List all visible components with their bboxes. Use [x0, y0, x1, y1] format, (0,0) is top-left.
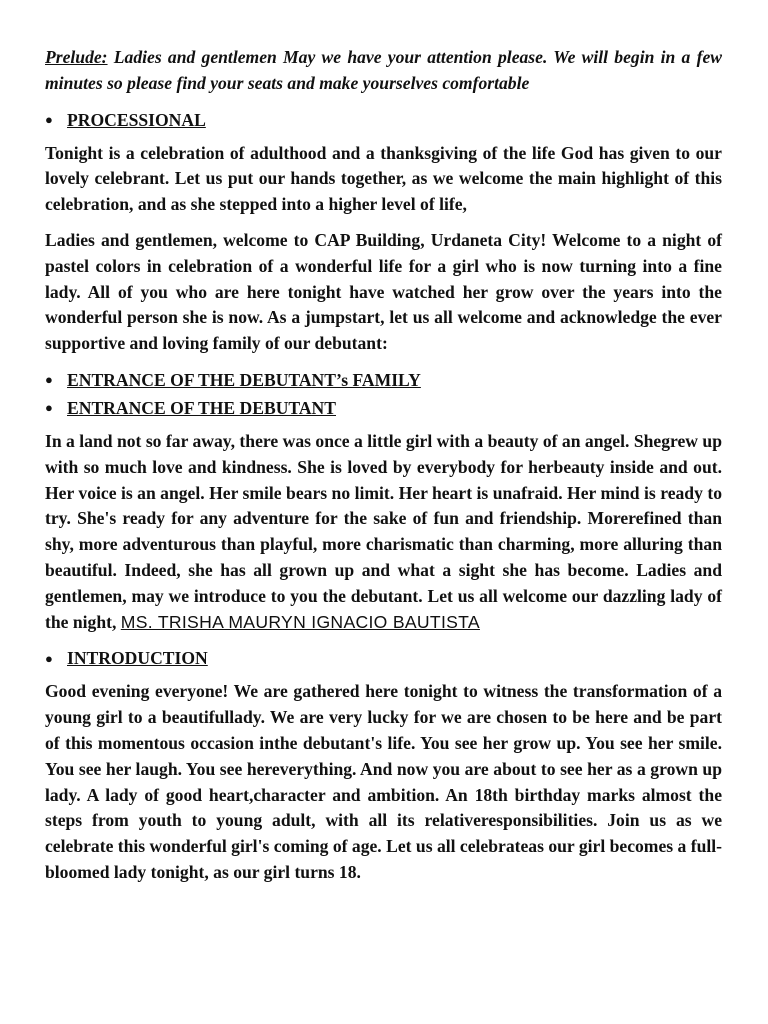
- bullet-icon: ●: [45, 400, 53, 416]
- paragraph-celebration: Tonight is a celebration of adulthood and a thanksgiving of the life God has given to our lovely celebrant. Let us put our hands together, as we welcome the main highlight of this celebration, and as she stepped into a higher level of life,: [45, 142, 722, 215]
- bullet-icon: ●: [45, 650, 53, 666]
- section-heading-processional: [45, 107, 722, 135]
- heading-text-processional: PROCESSIONAL: [67, 109, 206, 130]
- paragraph-story: [45, 429, 722, 635]
- bullet-icon: ●: [45, 372, 53, 388]
- heading-text-family-entrance: ENTRANCE OF THE DEBUTANT’s FAMILY: [67, 370, 421, 391]
- paragraph-welcome: Ladies and gentlemen, welcome to CAP Building, Urdaneta City! Welcome to a night of pastel colors in celebration of a wonderful life for a girl who is now turning into a fine lady. All of you who are here tonight have watched her grow over the years into the wonderful person she is now. As a jumpstart, let us all welcome and acknowledge the ever supportive and loving family of our debutant:: [45, 229, 722, 354]
- debutant-name: MS. TRISHA MAURYN IGNACIO BAUTISTA: [120, 611, 480, 632]
- heading-text-debutant-entrance: ENTRANCE OF THE DEBUTANT: [67, 398, 336, 419]
- section-heading-family-entrance: [45, 367, 722, 395]
- bullet-icon: ●: [45, 112, 53, 128]
- paragraph-introduction: Good evening everyone! We are gathered here tonight to witness the transformation of a young girl to a beautifullady. We are very lucky for we are chosen to be here and be part of this momentous occasion inthe debutant's life. You see her grow up. You see her smile. You see her laugh. You see hereverything. And now you are about to see her as a grown up lady. A lady of good heart,character and ambition. An 18th birthday marks almost the steps from youth to young adult, with all its relativeresponsibilities. Join us as we celebrate this wonderful girl's coming of age. Let us all celebrateas our girl becomes a full-bloomed lady tonight, as our girl turns 18.: [45, 681, 722, 882]
- prelude-paragraph: [45, 45, 722, 97]
- prelude-label: Prelude:: [45, 47, 108, 67]
- heading-text-introduction: INTRODUCTION: [67, 648, 208, 669]
- section-heading-debutant-entrance: [45, 395, 722, 423]
- section-heading-introduction: [45, 645, 722, 673]
- story-text: In a land not so far away, there was once a little girl with a beauty of an angel. Shegrew up with so much love and kindness. She is loved by everybody for herbeauty inside and out. Her voice is an angel. Her smile bears no limit. Her heart is unafraid. Her mind is ready to try. She's ready for any adventure for the sake of fun and friendship. Morerefined than shy, more adventurous than playful, more charismatic than charming, more alluring than beautiful. Indeed, she has all grown up and what a sight she has become. Ladies and gentlemen, may we introduce to you the debutant. Let us all welcome our dazzling lady of the night,: [45, 430, 722, 632]
- prelude-text: Ladies and gentlemen May we have your attention please. We will begin in a few minutes so please find your seats and make yourselves comfortable: [45, 47, 722, 93]
